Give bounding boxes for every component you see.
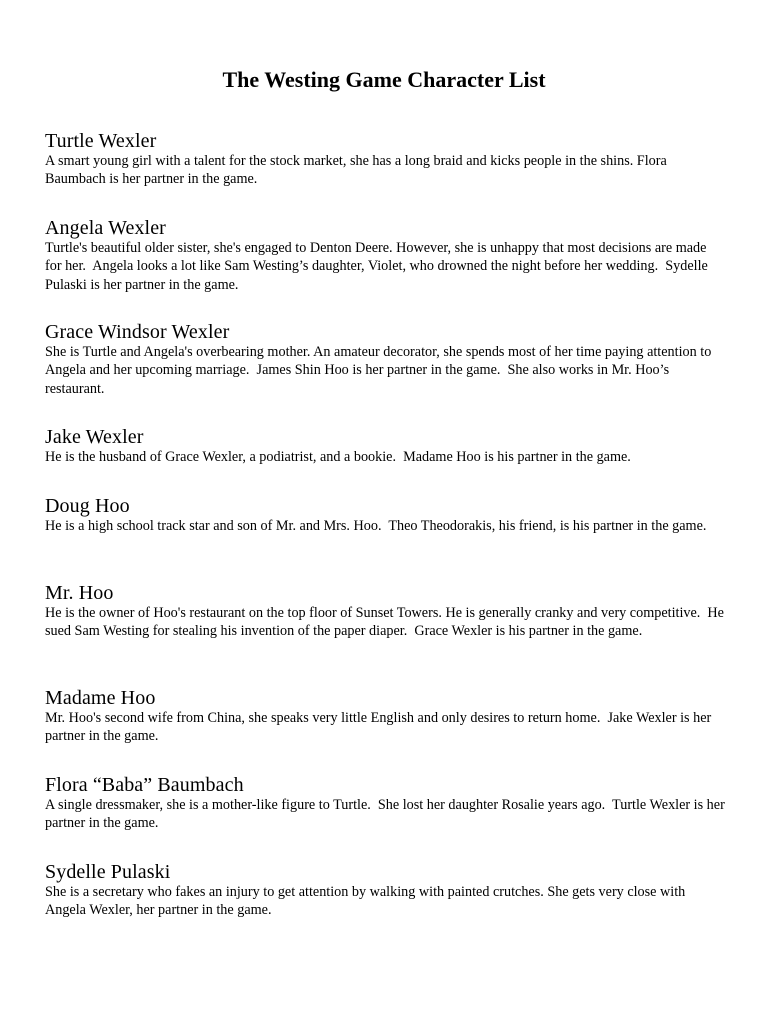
character-name: Doug Hoo	[45, 495, 130, 517]
character-description: He is a high school track star and son of Mr. and Mrs. Hoo. Theo Theodorakis, his friend, is his partner in the game.	[45, 518, 707, 534]
character-entry-doug-hoo	[45, 495, 725, 535]
character-description: A single dressmaker, she is a mother-like figure to Turtle. She lost her daughter Rosalie years ago. Turtle Wexler is her partner in the game.	[45, 797, 729, 832]
character-entry-madame-hoo	[45, 687, 725, 746]
character-description: Mr. Hoo's second wife from China, she speaks very little English and only desires to return home. Jake Wexler is her partner in the game.	[45, 710, 715, 745]
character-name: Sydelle Pulaski	[45, 861, 171, 883]
character-name: Grace Windsor Wexler	[45, 321, 230, 343]
document-title: The Westing Game Character List	[222, 67, 546, 92]
character-entry-angela-wexler	[45, 217, 725, 294]
character-entry-turtle-wexler	[45, 130, 725, 189]
character-entry-jake-wexler	[45, 426, 725, 466]
character-entry-flora-baumbach	[45, 774, 729, 833]
character-description: She is a secretary who fakes an injury to get attention by walking with painted crutches. She gets very close with Angela Wexler, her partner in the game.	[45, 884, 689, 919]
character-description: He is the owner of Hoo's restaurant on the top floor of Sunset Towers. He is generally cranky and very competitive. He sued Sam Westing for stealing his invention of the paper diaper. Grace Wexler is his partner in the game.	[45, 605, 728, 640]
character-entry-grace-windsor-wexler	[45, 321, 725, 398]
character-name: Mr. Hoo	[45, 582, 114, 604]
character-name: Jake Wexler	[45, 426, 144, 448]
character-name: Angela Wexler	[45, 217, 166, 239]
character-entry-sydelle-pulaski	[45, 861, 725, 920]
character-name: Flora “Baba” Baumbach	[45, 774, 244, 796]
character-name: Turtle Wexler	[45, 130, 157, 152]
character-description: A smart young girl with a talent for the stock market, she has a long braid and kicks people in the shins. Flora Baumbach is her partner in the game.	[45, 153, 671, 188]
character-description: Turtle's beautiful older sister, she's engaged to Denton Deere. However, she is unhappy that most decisions are made for her. Angela looks a lot like Sam Westing’s daughter, Violet, who drowned the night before her wedding. Sydelle Pulaski is her partner in the game.	[45, 240, 712, 293]
character-description: She is Turtle and Angela's overbearing mother. An amateur decorator, she spends most of her time paying attention to Angela and her upcoming marriage. James Shin Hoo is her partner in the game. She also works in Mr. Hoo’s restaurant.	[45, 344, 715, 397]
character-entry-mr-hoo	[45, 582, 728, 641]
character-name: Madame Hoo	[45, 687, 156, 709]
character-description: He is the husband of Grace Wexler, a podiatrist, and a bookie. Madame Hoo is his partner in the game.	[45, 449, 631, 465]
